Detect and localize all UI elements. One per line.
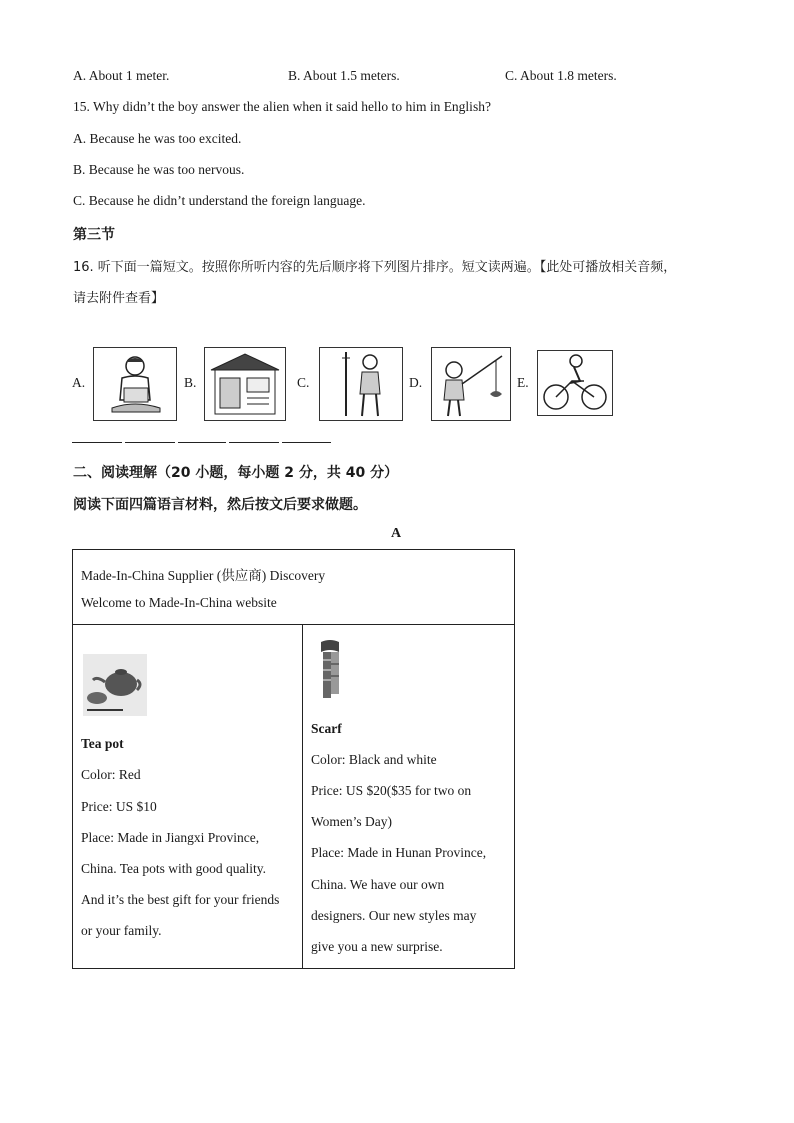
part2-instruction: 阅读下面四篇语言材料，然后按文后要求做题。 (73, 497, 367, 513)
scarf-place-line1: Place: Made in Hunan Province, (311, 845, 487, 860)
section3-title: 第三节 (73, 227, 115, 243)
answer-blank-1[interactable] (72, 442, 122, 443)
scarf-price-line1: Price: US $20($35 for two on (311, 783, 472, 798)
ad-table (72, 549, 515, 969)
teapot-image (83, 654, 147, 716)
ad-header-line1: Made-In-China Supplier (供应商) Discovery (81, 568, 326, 583)
picture-man-measuring (319, 347, 403, 421)
picture-label-a: A. (72, 375, 86, 390)
scarf-place-line4: give you a new surprise. (311, 939, 443, 954)
scarf-price-line2: Women’s Day) (311, 814, 393, 829)
picture-shop (204, 347, 286, 421)
q14-option-b: B. About 1.5 meters. (288, 68, 400, 83)
picture-boy-cycling (537, 350, 613, 416)
q16-instruction-line2: 请去附件查看】 (73, 291, 165, 306)
part2-title: 二、阅读理解（20 小题，每小题 2 分，共 40 分） (73, 465, 399, 481)
teapot-place-line1: Place: Made in Jiangxi Province, (81, 830, 260, 845)
q15-option-c: C. Because he didn’t understand the foreign language. (73, 193, 366, 208)
ad-header (73, 550, 514, 625)
scarf-color: Color: Black and white (311, 752, 437, 767)
ad-column-divider (302, 624, 303, 968)
teapot-name: Tea pot (81, 736, 124, 751)
answer-blank-5[interactable] (282, 442, 331, 443)
q14-option-a: A. About 1 meter. (73, 68, 170, 83)
q15-option-b: B. Because he was too nervous. (73, 162, 245, 177)
teapot-place-line3: And it’s the best gift for your friends (81, 892, 280, 907)
teapot-place-line2: China. Tea pots with good quality. (81, 861, 267, 876)
teapot-place-line4: or your family. (81, 923, 162, 938)
teapot-color: Color: Red (81, 767, 141, 782)
picture-label-d: D. (409, 375, 423, 390)
passage-letter: A (391, 526, 402, 541)
picture-label-e: E. (517, 375, 529, 390)
q14-option-c: C. About 1.8 meters. (505, 68, 617, 83)
picture-label-c: C. (297, 375, 310, 390)
ad-header-line2: Welcome to Made-In-China website (81, 595, 277, 610)
scarf-name: Scarf (311, 721, 342, 736)
picture-label-b: B. (184, 375, 197, 390)
scarf-place-line2: China. We have our own (311, 877, 445, 892)
answer-blank-2[interactable] (125, 442, 175, 443)
scarf-place-line3: designers. Our new styles may (311, 908, 477, 923)
teapot-price: Price: US $10 (81, 799, 157, 814)
picture-boy-laptop (93, 347, 177, 421)
q16-instruction-line1: 16. 听下面一篇短文。按照你所听内容的先后顺序将下列图片排序。短文读两遍。【此处可播放相关音频， (73, 260, 677, 275)
answer-blank-4[interactable] (229, 442, 279, 443)
picture-boy-fishing (431, 347, 511, 421)
q15-option-a: A. Because he was too excited. (73, 131, 242, 146)
q15-question: 15. Why didn’t the boy answer the alien when it said hello to him in English? (73, 99, 491, 114)
answer-blank-3[interactable] (178, 442, 226, 443)
scarf-image (313, 640, 347, 702)
